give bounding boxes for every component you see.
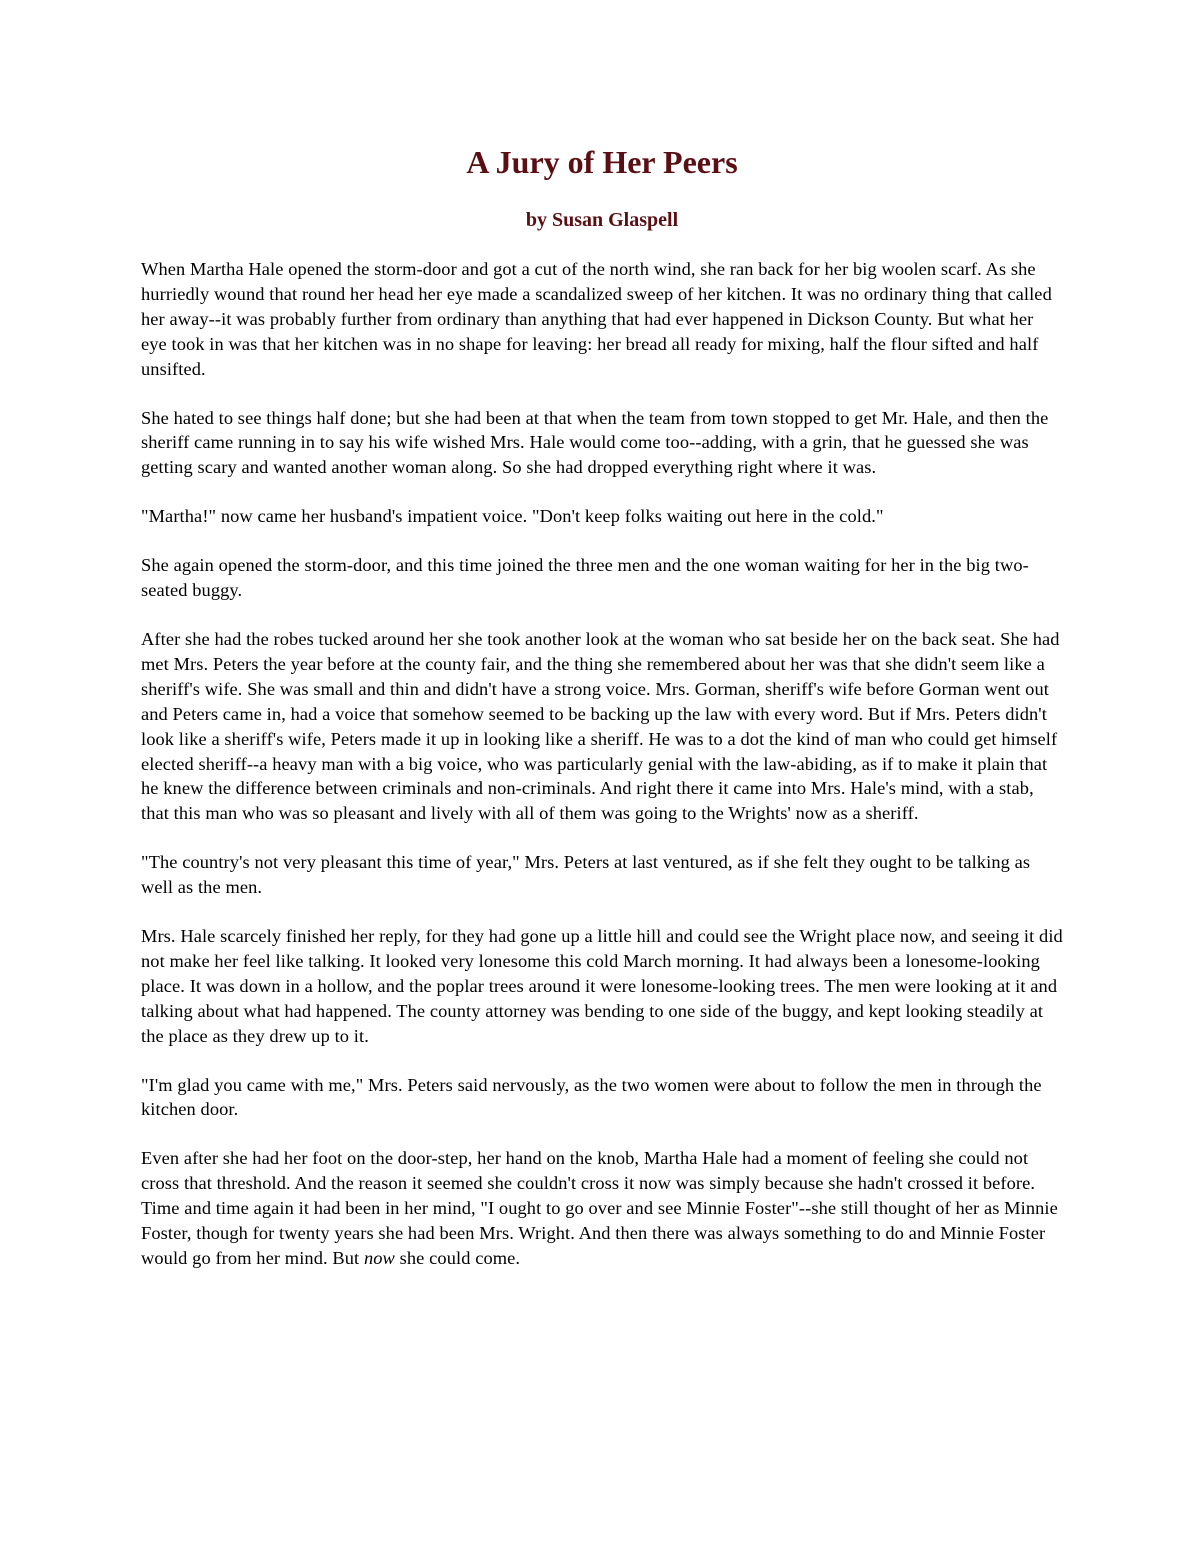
emphasis-text: now	[363, 1248, 395, 1268]
paragraph: "Martha!" now came her husband's impatient voice. "Don't keep folks waiting out here in the cold."	[141, 506, 884, 527]
paragraph: She again opened the storm-door, and this time joined the three men and the one woman waiting for her in the big two-seated buggy.	[141, 555, 1029, 601]
paragraph: Mrs. Hale scarcely finished her reply, for they had gone up a little hill and could see the Wright place now, and seeing it did not make her feel like talking. It looked very lonesome this cold March morning. It had always been a lonesome-looking place. It was down in a hollow, and the poplar trees around it were lonesome-looking trees. The men were looking at it and talking about what had happened. The county attorney was bending to one side of the buggy, and kept looking steadily at the place as they drew up to it.	[141, 926, 1063, 1046]
paragraph: "The country's not very pleasant this time of year," Mrs. Peters at last ventured, as if she felt they ought to be talking as well as the men.	[141, 852, 1031, 898]
document-page	[141, 140, 1063, 1295]
paragraph: After she had the robes tucked around her she took another look at the woman who sat beside her on the back seat. She had met Mrs. Peters the year before at the county fair, and the thing she remembered about her was that she didn't seem like a sheriff's wife. She was small and thin and didn't have a strong voice. Mrs. Gorman, sheriff's wife before Gorman went out and Peters came in, had a voice that somehow seemed to be backing up the law with every word. But if Mrs. Peters didn't look like a sheriff's wife, Peters made it up in looking like a sheriff. He was to a dot the kind of man who could get himself elected sheriff--a heavy man with a big voice, who was particularly genial with the law-abiding, as if to make it plain that he knew the difference between criminals and non-criminals. And right there it came into Mrs. Hale's mind, with a stab, that this man who was so pleasant and lively with all of them was going to the Wrights' now as a sheriff.	[141, 628, 1060, 824]
paragraph-last	[141, 1146, 1063, 1271]
document-title: A Jury of Her Peers	[466, 144, 738, 180]
paragraph: When Martha Hale opened the storm-door and got a cut of the north wind, she ran back for her big woolen scarf. As she hurriedly wound that round her head her eye made a scandalized sweep of her kitchen. It was no ordinary thing that called her away--it was probably further from ordinary than anything that had ever happened in Dickson County. But what her eye took in was that her kitchen was in no shape for leaving: her bread all ready for mixing, half the flour sifted and half unsifted.	[141, 259, 1052, 379]
paragraph: She hated to see things half done; but she had been at that when the team from town stopped to get Mr. Hale, and then the sheriff came running in to say his wife wished Mrs. Hale would come too--adding, with a grin, that he guessed she was getting scary and wanted another woman along. So she had dropped everything right where it was.	[141, 407, 1049, 478]
paragraph-text: she could come.	[394, 1248, 521, 1268]
paragraph: "I'm glad you came with me," Mrs. Peters said nervously, as the two women were about to follow the men in through the kitchen door.	[141, 1074, 1042, 1120]
author-byline: by Susan Glaspell	[525, 209, 679, 231]
paragraph-text: Even after she had her foot on the door-step, her hand on the knob, Martha Hale had a moment of feeling she could not cross that threshold. And the reason it seemed she couldn't cross it now was simply because she hadn't crossed it before. Time and time again it had been in her mind, "I ought to go over and see Minnie Foster"--she still thought of her as Minnie Foster, though for twenty years she had been Mrs. Wright. And then there was always something to do and Minnie Foster would go from her mind. But	[141, 1148, 1058, 1268]
